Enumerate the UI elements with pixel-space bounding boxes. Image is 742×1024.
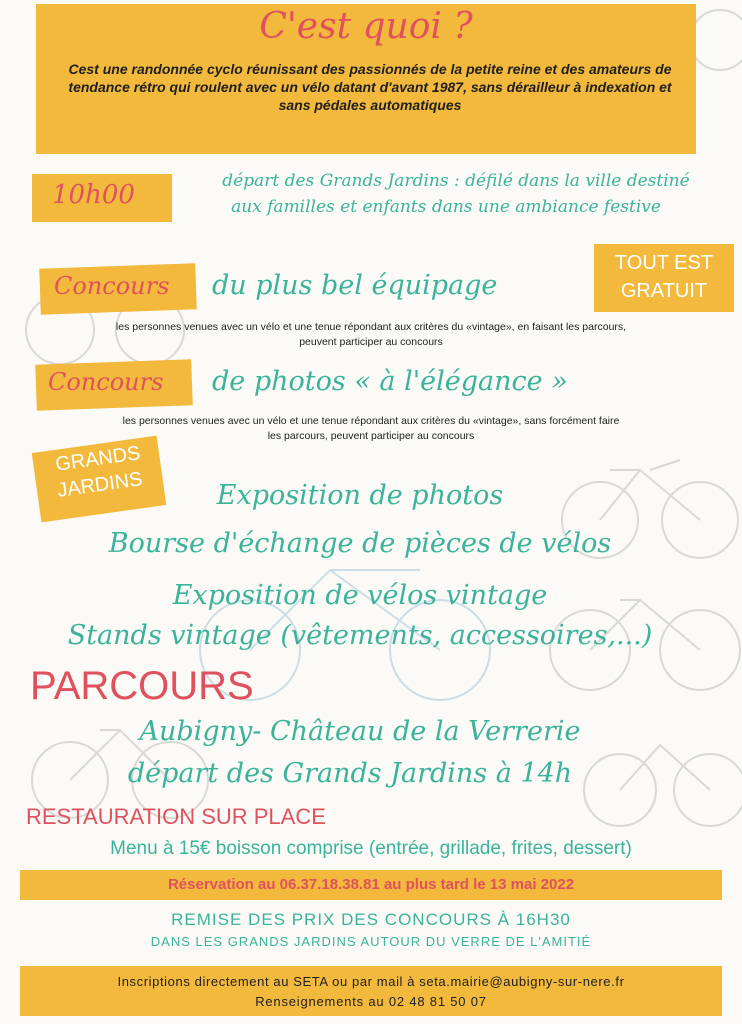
- route-line-2: départ des Grands Jardins à 14h: [127, 758, 573, 789]
- food-heading: RESTAURATION SUR PLACE: [26, 804, 326, 829]
- contest2-label: Concours: [48, 368, 164, 396]
- contest1-title: du plus bel équipage: [212, 270, 498, 301]
- time-label: 10h00: [52, 180, 135, 210]
- footer-line-2: Renseignements au 02 48 81 50 07: [255, 994, 487, 1009]
- route-line-1: Aubigny- Château de la Verrerie: [139, 716, 581, 747]
- contest1-label: Concours: [54, 272, 170, 300]
- footer-line-1: Inscriptions directement au SETA ou par mail à seta.mairie@aubigny-sur-nere.fr: [117, 974, 625, 989]
- contest2-title: de photos « à l'élégance »: [212, 366, 568, 397]
- contest2-desc-line-2: les parcours, peuvent participer au concours: [267, 430, 475, 442]
- awards-line-2: DANS LES GRANDS JARDINS AUTOUR DU VERRE DE L'AMITIÉ: [150, 934, 592, 949]
- gardens-item-1: Exposition de photos: [216, 480, 504, 511]
- gardens-item-4: Stands vintage (vêtements, accessoires,...): [67, 620, 653, 651]
- contest1-desc-line-1: les personnes venues avec un vélo et une tenue répondant aux critères du «vintage», en faisant les parcours,: [115, 321, 627, 333]
- contest2-desc-line-1: les personnes venues avec un vélo et une tenue répondant aux critères du «vintage», sans forcément faire: [122, 415, 620, 427]
- contest1-desc-line-2: peuvent participer au concours: [299, 336, 443, 348]
- gardens-label-line-1: GRANDS: [54, 442, 142, 476]
- intro-text: Cest une randonnée cyclo réunissant des passionnés de la petite reine et des amateurs de tendance rétro qui roulent avec un vélo datant d'avant 1987, sans dérailleur à indexation et sans pédales automatiques: [68, 61, 672, 113]
- schedule-line-1: départ des Grands Jardins : défilé dans la ville destiné: [222, 171, 690, 191]
- schedule-line-2: aux familles et enfants dans une ambiance festive: [231, 197, 661, 217]
- intro-title: C'est quoi ?: [259, 6, 473, 47]
- food-menu: Menu à 15€ boisson comprise (entrée, grillade, frites, dessert): [110, 838, 632, 859]
- route-heading: PARCOURS: [30, 664, 254, 708]
- free-line-2: GRATUIT: [620, 280, 708, 302]
- food-reservation: Réservation au 06.37.18.38.81 au plus tard le 13 mai 2022: [167, 876, 575, 893]
- gardens-label-line-2: JARDINS: [56, 468, 144, 502]
- awards-line-1: REMISE DES PRIX DES CONCOURS À 16H30: [171, 910, 571, 929]
- free-line-1: TOUT EST: [614, 252, 714, 274]
- gardens-item-2: Bourse d'échange de pièces de vélos: [108, 528, 612, 559]
- gardens-item-3: Exposition de vélos vintage: [172, 580, 548, 611]
